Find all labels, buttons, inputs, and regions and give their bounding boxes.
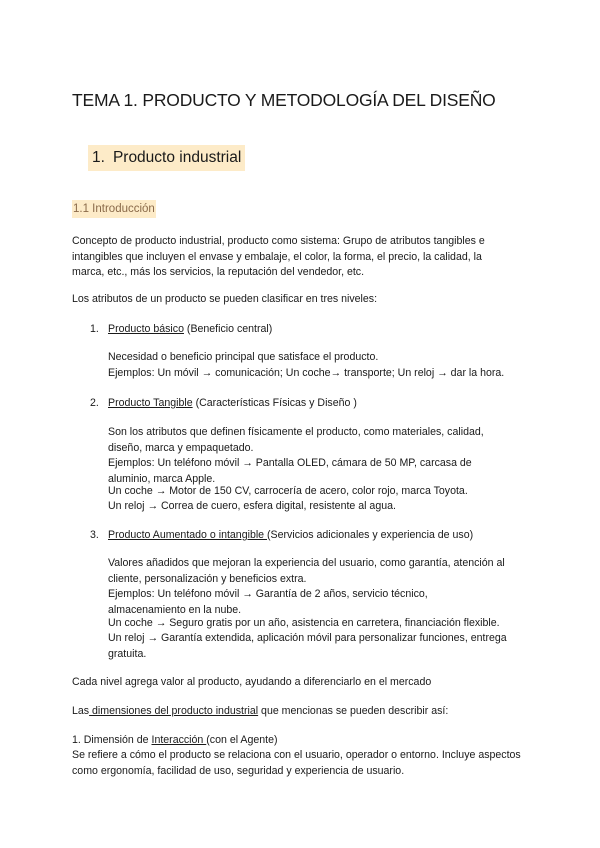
list-item-title: Producto Aumentado o intangible [108, 529, 268, 541]
heading-1-text: Producto industrial [112, 149, 242, 166]
heading-1-number: 1. [92, 149, 105, 166]
heading-1 [88, 145, 245, 171]
dimension-1-heading [72, 733, 532, 749]
list-item-body-line: Necesidad o beneficio principal que satisface el producto. [108, 351, 379, 363]
list-item-body-line: Ejemplos: Un teléfono móvil → Pantalla OLED, cámara de 50 MP, carcasa de aluminio, marca Apple. [108, 457, 472, 485]
dimensions-intro [72, 704, 532, 720]
list-item-heading [108, 396, 528, 412]
dimension-1-text: Se refiere a cómo el producto se relaciona con el usuario, operador o entorno. Incluye aspectos como ergonomía, facilidad de uso, seguridad y experiencia de usuario. [72, 749, 521, 777]
closing-paragraph: Cada nivel agrega valor al producto, ayudando a diferenciarlo en el mercado [72, 676, 432, 688]
list-item-subtitle: (Características Físicas y Diseño ) [192, 397, 357, 409]
dimension-1-prefix: 1. Dimensión de [72, 734, 152, 746]
list-item-subtitle: (Servicios adicionales y experiencia de uso) [267, 529, 474, 541]
list-item-body-line: Son los atributos que definen físicamente el producto, como materiales, calidad, diseño, marca y empaquetado. [108, 426, 484, 454]
list-item-number: 2. [90, 397, 99, 409]
list-item-body-line: Valores añadidos que mejoran la experiencia del usuario, como garantía, atención al cliente, personalización y beneficios extra. [108, 557, 505, 585]
dimensions-text-after: que mencionas se pueden describir así: [258, 705, 449, 717]
intro-paragraph: Concepto de producto industrial, producto como sistema: Grupo de atributos tangibles e intangibles que incluyen el envase y embalaje, el color, la forma, el precio, la calidad, la marca, etc., más los servicios, la reputación del vendedor, etc. [72, 235, 485, 279]
list-item-number: 1. [90, 323, 99, 335]
list-item-body-line: Un reloj → Correa de cuero, esfera digital, resistente al agua. [108, 500, 396, 512]
list-item-number: 3. [90, 529, 99, 541]
dimensions-link: dimensiones del producto industrial [89, 705, 259, 717]
list-item-subtitle: (Beneficio central) [183, 323, 273, 335]
list-item-body-line: Un coche → Motor de 150 CV, carrocería de acero, color rojo, marca Toyota. [108, 485, 468, 497]
dimension-1-suffix: (con el Agente) [206, 734, 278, 746]
list-item-title: Producto básico [108, 323, 184, 335]
list-item-body-line: Un reloj → Garantía extendida, aplicación móvil para personalizar funciones, entrega gratuita. [108, 632, 507, 660]
list-item-heading [108, 322, 528, 338]
levels-intro-paragraph: Los atributos de un producto se pueden clasificar en tres niveles: [72, 293, 378, 305]
dimension-1-link: Interacción [151, 734, 207, 746]
list-item-body-line: Ejemplos: Un móvil → comunicación; Un coche→ transporte; Un reloj → dar la hora. [108, 367, 505, 379]
list-item-body-line: Un coche → Seguro gratis por un año, asistencia en carretera, financiación flexible. [108, 617, 500, 629]
heading-2: 1.1 Introducción [72, 200, 156, 218]
dimensions-text-before: Las [72, 705, 90, 717]
list-item-body-line: Ejemplos: Un teléfono móvil → Garantía de 2 años, servicio técnico, almacenamiento en la nube. [108, 588, 428, 616]
list-item-heading [108, 528, 548, 544]
document-title: TEMA 1. PRODUCTO Y METODOLOGÍA DEL DISEÑO [72, 90, 496, 110]
list-item-title: Producto Tangible [108, 397, 193, 409]
